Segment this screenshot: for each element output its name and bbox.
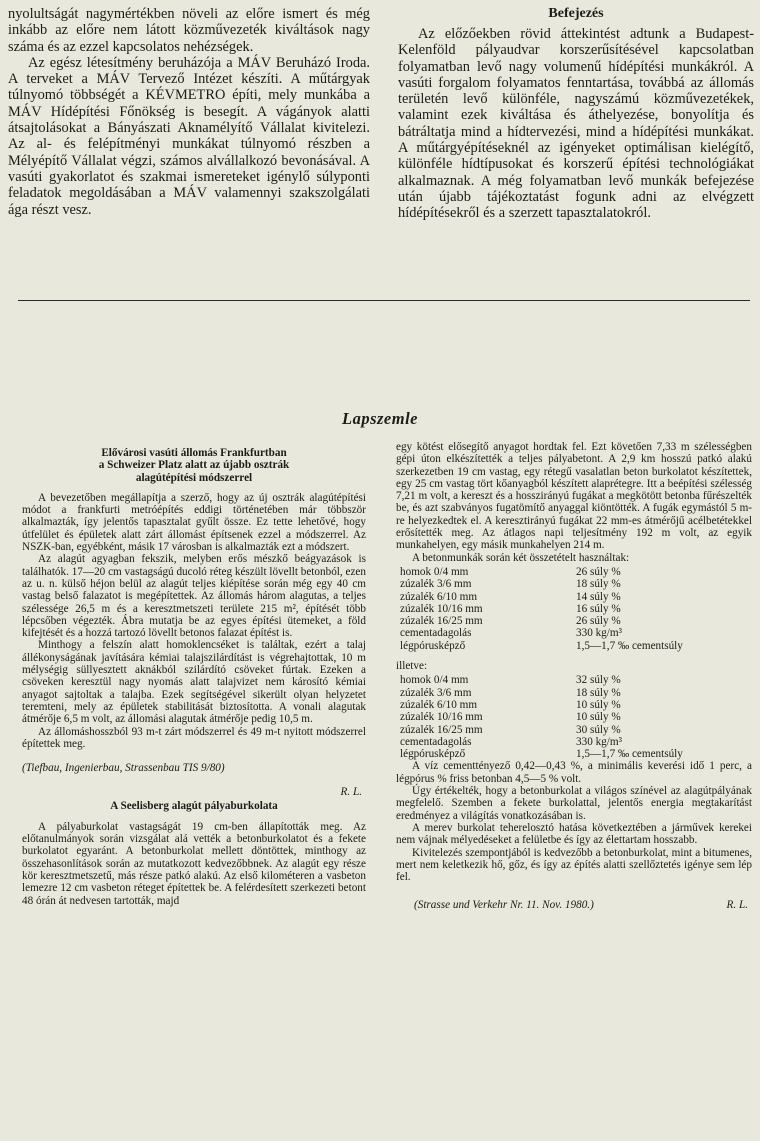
mix-component: cementadagolás <box>400 627 472 640</box>
mix-component: zúzalék 6/10 mm <box>400 698 478 711</box>
mix-component: homok 0/4 mm <box>400 565 469 578</box>
mix-row <box>400 674 726 686</box>
paragraph: Kivitelezés szempontjából is kedvezőbb a betonburkolat, mint a bitumenes, mert nem keletkezik hő, gőz, és így az építés alatti szellőztetés igénye sem lép fel. <box>396 846 752 884</box>
mix-row <box>400 699 726 711</box>
section-title: Lapszemle <box>342 409 418 428</box>
mix-value: 1,5—1,7 ‰ cementsúly <box>576 748 683 761</box>
bottom-right-column <box>396 441 752 914</box>
mix-table-2 <box>400 674 726 760</box>
article-title-line: Elővárosi vasúti állomás Frankfurtban <box>101 447 287 459</box>
mix-component: légpórusképző <box>400 639 466 652</box>
mix-component: homok 0/4 mm <box>400 674 469 687</box>
article-title-line: alagútépítési módszerrel <box>135 471 253 484</box>
mix-value: 16 súly % <box>576 602 621 615</box>
mix-row <box>400 711 726 723</box>
source-text: (Strasse und Verkehr Nr. 11. Nov. 1980.) <box>414 899 594 912</box>
author-initials: R. L. <box>726 899 748 912</box>
mix-component: zúzalék 16/25 mm <box>400 723 483 736</box>
mix-component: cementadagolás <box>400 735 472 748</box>
mix-component: zúzalék 16/25 mm <box>400 615 483 628</box>
paragraph: nyolultságát nagymértékben növeli az előre ismert és még inkább az előre nem látott közművezeték kiváltások nagy száma és az ezzel kapcsolatos nehézségek. <box>8 6 370 55</box>
mix-row <box>400 566 726 578</box>
mix-component: zúzalék 3/6 mm <box>400 578 472 591</box>
source-citation <box>22 762 366 774</box>
mix-value: 26 súly % <box>576 615 621 628</box>
bottom-left-column <box>22 447 366 907</box>
top-right-column <box>398 6 754 222</box>
paragraph: Az alagút agyagban fekszik, melyben erős mészkő beágyazások is találhatók. 17—20 cm vastagságú ducoló réteg készült lövellt betonból, ezen az u. n. külső héjon belül az alagút teljes kiépítése során még egy 40 cm vastag belső falazatot is megépítettek. Az állomás három alagutas, a teljes szélessége 26,5 m és a keresztmetszeti területe 215 m², építését több lépcsőben végezték. Ábra mutatja be az egyes építési ütemeket, a föld kifejtését és a hozzá tartozó lövellt betonos falazat építést is. <box>22 553 366 640</box>
mix-component: zúzalék 3/6 mm <box>400 686 472 699</box>
mix-value: 18 súly % <box>576 578 621 591</box>
mix-row <box>400 627 726 639</box>
mix-row <box>400 640 726 652</box>
paragraph: A pályaburkolat vastagságát 19 cm-ben állapították meg. Az előtanulmányok során vizsgálat alá vették a betonburkolatot és a fekete burkolatot egyaránt. A betonburkolat mellett döntöttek, minthogy az összehasonlítások során az mutatkozott kedvezőbbnek. Az alagút egy része kör keresztmetszetű, más része patkó alakú. Az első kilométeren a vasbeton lemezre 12 cm vasbeton réteget építettek be. A felérdesített szerkezeti betont 48 órán át nedvesen tartották, majd <box>22 820 366 907</box>
mix-component: légpórusképző <box>400 748 466 761</box>
paragraph: Minthogy a felszín alatt homoklencséket is találtak, ezért a talaj állékonyságának javítására kémiai talajszilárdítást is végrehajtottak, 10 m mélységig süllyesztett aknákból szilárdító csöveket fúrtak. Ezeken a csöveken keresztül nagy nyomás alatt talajvizet nem károsító kémiai anyagot sajtoltak a talajba. Ezek segítségével sikerült olyan helyzetet teremteni, mely az épületek stabilitását biztosította. A vonali alagutak átmérője 6,5 m volt, az állomási alagutak átmérője pedig 10,5 m. <box>22 639 366 726</box>
mix-value: 26 súly % <box>576 565 621 578</box>
mix-row <box>400 603 726 615</box>
mix-value: 330 kg/m³ <box>576 735 622 748</box>
paragraph: Az előzőekben rövid áttekintést adtunk a Budapest-Kelenföld pályaudvar korszerűsítésével kapcsolatban folyamatban levő nagy volumenű hídépítési munkákról. A vasúti forgalom folyamatos fenntartása, továbbá az állomás területén levő különféle, nagyszámú közművezetékek, valamint ezek kiváltása és áthelyezése, bonyolítja és bátráltatja mind a hídtervezési, mind a hídépítési munkákat. A műtárgyépítéseknél az igényeket optimálisan kielégítő, különféle hídtípusokat és korszerű építési technológiákat alkalmaznak. A még folyamatban levő munkák befejezése után újabb tájékoztatást fogunk adni az elvégzett hídépítésekről és a szerzett tapasztalatokról. <box>398 26 754 222</box>
mix-component: zúzalék 6/10 mm <box>400 590 478 603</box>
mix-value: 18 súly % <box>576 686 621 699</box>
paragraph: A víz cementtényező 0,42—0,43 %, a minimális keverési idő 1 perc, a légpórus % friss betonban 4,5—5 % volt. <box>396 760 752 785</box>
mix-value: 10 súly % <box>576 698 621 711</box>
mix-value: 1,5—1,7 ‰ cementsúly <box>576 639 683 652</box>
article-title-line: a Schweizer Platz alatt az újabb osztrák <box>98 459 290 472</box>
paragraph: A bevezetőben megállapítja a szerző, hogy az új osztrák alagútépítési módot a frankfurti metróépítés eddigi történetében már többször alkalmazták, így jelentős tapasztalat gyűlt össze. Ez tette lehetővé, hogy útfelület és épületek alatt zárt állomást építsenek ezzel a módszerrel. Az NSZK-ban, egyébként, másik 17 városban is alkalmazták ezt a módszert. <box>22 491 366 554</box>
mix-component: zúzalék 10/16 mm <box>400 711 483 724</box>
initials-line <box>22 786 366 798</box>
article-title <box>22 447 366 484</box>
paragraph: egy kötést elősegítő anyagot hordtak fel. Ezt követően 7,33 m szélességben gépi úton elkészítették a teljes pályabetont. A 2,9 km hosszú patkó alakú szerkezetben 19 cm vastag, egy rétegű vasalatlan beton burkolatot készítettek, egy 25 cm vastag tört kőanyagból készített alaprétegre. Itt a beépítési szélesség 7,21 m volt, a kereszt és a hosszirányú fugákat a megkötött betonba fűrészelték be, és azt szabványos fugatömítő anyaggal kiöntötték. A fugák egymástól 5 m-re helyezkedtek el. A keresztirányú fugákat 22 mm-es átmérőjű acélbetétekkel erősítették meg. Az átlagos napi teljesítmény 192 m volt, az egyik munkahelyen, egy másik munkahelyen 214 m. <box>396 441 752 552</box>
mix-value: 330 kg/m³ <box>576 627 622 640</box>
paragraph: Az állomáshosszból 93 m-t zárt módszerrel és 49 m-t nyitott módszerrel építettek meg. <box>22 725 366 750</box>
mix-table-1 <box>400 566 726 652</box>
mix-value: 10 súly % <box>576 711 621 724</box>
mix-value: 30 súly % <box>576 723 621 736</box>
mix-value: 14 súly % <box>576 590 621 603</box>
mix-component: zúzalék 10/16 mm <box>400 602 483 615</box>
paragraph: Úgy értékelték, hogy a betonburkolat a világos színével az alagútpályának megfelelő. Szemben a fekete burkolattal, jelentős energia megtakarítást eredményez a világítás vonatkozásában is. <box>396 785 752 822</box>
source-citation <box>396 899 752 911</box>
paragraph: A merev burkolat teherelosztó hatása következtében a járművek kerekei nem vájnak mélyedéseket a felületbe és így az élettartam hosszabb. <box>396 821 752 847</box>
mix-row <box>400 724 726 736</box>
mix-row <box>400 615 726 627</box>
top-left-column <box>8 6 370 218</box>
mix-row <box>400 736 726 748</box>
mix-row <box>400 578 726 590</box>
mix-caption: A betonmunkák során két összetételt használtak: <box>412 551 630 564</box>
author-initials: R. L. <box>340 786 362 799</box>
divider <box>18 300 750 301</box>
paragraph: Az egész létesítmény beruházója a MÁV Beruházó Iroda. A terveket a MÁV Tervező Intézet készíti. A műtárgyak túlnyomó többségét a KÉVMETRO építi, mely munkába a MÁV Hídépítési Főnökség is besegít. A vágányok alatti átsajtolásokat a Bányászati Aknamélyítő Vállalat kivitelezi. Az al- és felépítményi munkákat túlnyomó részben a Mélyépítő Vállalat végzi, számos alvállalkozó bevonásával. A vasúti gyakorlatot és szakmai ismereteket igénylő súlyponti feladatok megoldásában a MÁV valamennyi szakszolgálati ága részt vesz. <box>8 54 370 218</box>
mix-row <box>400 687 726 699</box>
conclusion-title: Befejezés <box>548 6 604 21</box>
mix-row <box>400 748 726 760</box>
mix-row <box>400 591 726 603</box>
mix-or: illetve: <box>396 660 428 673</box>
mix-value: 32 súly % <box>576 674 621 687</box>
source-text: (Tiefbau, Ingenierbau, Strassenbau TIS 9/80) <box>22 762 225 775</box>
article-title: A Seelisberg alagút pályaburkolata <box>110 800 278 813</box>
